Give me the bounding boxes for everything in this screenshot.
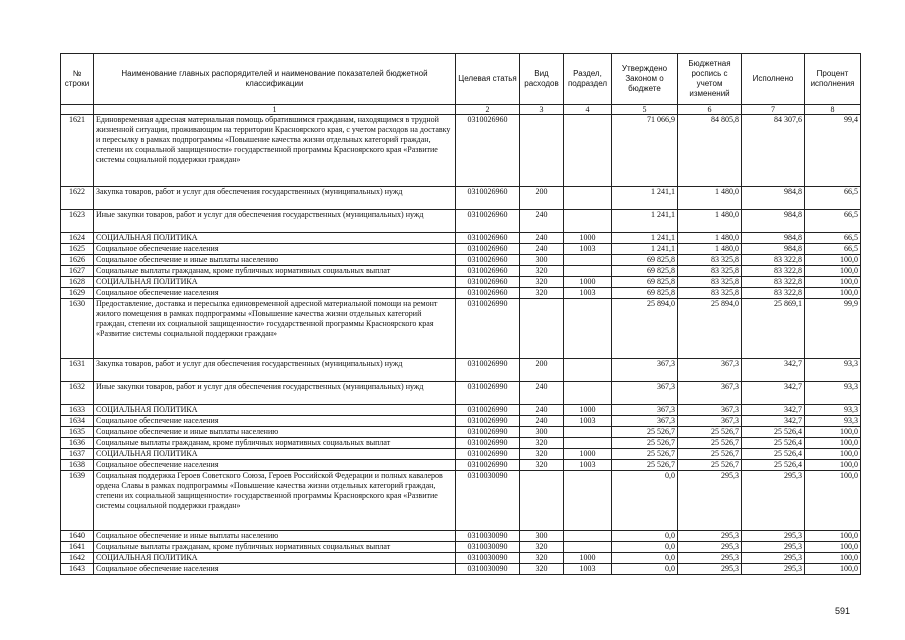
table-row [61, 266, 861, 277]
row-target-code: 0310030090 [456, 471, 520, 531]
row-approved: 69 825,8 [612, 255, 678, 266]
row-approved: 25 526,7 [612, 449, 678, 460]
table-row [61, 210, 861, 233]
row-number: 1642 [61, 553, 94, 564]
row-executed: 25 526,4 [742, 460, 805, 471]
row-budget: 25 526,7 [678, 449, 742, 460]
table-row [61, 531, 861, 542]
table-row [61, 115, 861, 187]
row-approved: 25 526,7 [612, 427, 678, 438]
row-name: Социальное обеспечение и иные выплаты населению [94, 427, 456, 438]
row-budget: 84 805,8 [678, 115, 742, 187]
table-row [61, 564, 861, 575]
row-number: 1625 [61, 244, 94, 255]
row-budget: 295,3 [678, 531, 742, 542]
row-percent: 100,0 [805, 438, 861, 449]
row-executed: 295,3 [742, 564, 805, 575]
row-executed: 342,7 [742, 382, 805, 405]
row-number: 1628 [61, 277, 94, 288]
row-budget: 367,3 [678, 359, 742, 382]
row-budget: 1 480,0 [678, 187, 742, 210]
table-row [61, 299, 861, 359]
row-executed: 295,3 [742, 553, 805, 564]
row-target-code: 0310026960 [456, 288, 520, 299]
row-approved: 69 825,8 [612, 288, 678, 299]
table-row [61, 471, 861, 531]
row-executed: 342,7 [742, 416, 805, 427]
row-name: СОЦИАЛЬНАЯ ПОЛИТИКА [94, 405, 456, 416]
column-number: 4 [564, 105, 612, 115]
row-approved: 367,3 [612, 382, 678, 405]
row-name: Предоставление, доставка и пересылка единовременной адресной материальной помощи на ремонт жилого помещения в рамках подпрограммы «Повышение качества жизни отдельных категорий граждан, степени их социальной защищенности» государственной программы Красноярского края «Развитие системы социальной поддержки граждан» [94, 299, 456, 359]
row-number: 1636 [61, 438, 94, 449]
row-executed: 295,3 [742, 531, 805, 542]
row-vid: 300 [520, 255, 564, 266]
header-row [61, 54, 861, 105]
row-name: СОЦИАЛЬНАЯ ПОЛИТИКА [94, 277, 456, 288]
row-percent: 93,3 [805, 382, 861, 405]
row-target-code: 0310026960 [456, 277, 520, 288]
row-target-code: 0310026990 [456, 416, 520, 427]
row-budget: 83 325,8 [678, 277, 742, 288]
row-razdel [564, 115, 612, 187]
row-name: Единовременная адресная материальная помощь обратившимся гражданам, находящимся в трудной жизненной ситуации, проживающим на территории Красноярского края, с учетом расходов на доставку и пересылку в рамках подпрограммы «Повышение качества жизни отдельных категорий граждан, степени их социальной защищенности» государственной программы Красноярского края «Развитие системы социальной поддержки граждан» [94, 115, 456, 187]
row-target-code: 0310026960 [456, 244, 520, 255]
table-row [61, 405, 861, 416]
row-number: 1643 [61, 564, 94, 575]
row-razdel: 1000 [564, 277, 612, 288]
row-percent: 66,5 [805, 233, 861, 244]
row-target-code: 0310026960 [456, 266, 520, 277]
row-budget: 83 325,8 [678, 288, 742, 299]
row-vid: 300 [520, 427, 564, 438]
row-name: Социальные выплаты гражданам, кроме публичных нормативных социальных выплат [94, 542, 456, 553]
row-budget: 1 480,0 [678, 210, 742, 233]
row-razdel: 1003 [564, 244, 612, 255]
header-vid: Вид расходов [520, 54, 564, 105]
row-percent: 100,0 [805, 277, 861, 288]
row-budget: 367,3 [678, 382, 742, 405]
row-approved: 71 066,9 [612, 115, 678, 187]
row-budget: 295,3 [678, 553, 742, 564]
row-budget: 295,3 [678, 471, 742, 531]
row-vid [520, 471, 564, 531]
row-approved: 1 241,1 [612, 187, 678, 210]
row-name: Социальное обеспечение населения [94, 288, 456, 299]
row-executed: 984,8 [742, 233, 805, 244]
row-target-code: 0310026960 [456, 115, 520, 187]
row-target-code: 0310026990 [456, 449, 520, 460]
row-number: 1634 [61, 416, 94, 427]
row-executed: 83 322,8 [742, 288, 805, 299]
row-budget: 25 526,7 [678, 460, 742, 471]
row-name: Социальная поддержка Героев Советского Союза, Героев Российской Федерации и полных кавалеров ордена Славы в рамках подпрограммы «Повышение качества жизни отдельных категорий граждан, степени их социальной защищенности» государственной программы Красноярского края «Развитие системы социальной поддержки граждан» [94, 471, 456, 531]
column-number-blank [61, 105, 94, 115]
row-percent: 66,5 [805, 210, 861, 233]
row-number: 1627 [61, 266, 94, 277]
row-razdel: 1003 [564, 288, 612, 299]
row-vid: 240 [520, 405, 564, 416]
column-number: 1 [94, 105, 456, 115]
row-vid: 320 [520, 564, 564, 575]
row-razdel: 1000 [564, 405, 612, 416]
row-target-code: 0310026990 [456, 405, 520, 416]
row-target-code: 0310026990 [456, 359, 520, 382]
table-row [61, 288, 861, 299]
row-name: Социальное обеспечение и иные выплаты населению [94, 255, 456, 266]
row-vid: 240 [520, 382, 564, 405]
column-number: 7 [742, 105, 805, 115]
page-number: 591 [835, 606, 851, 616]
row-approved: 367,3 [612, 416, 678, 427]
row-name: Социальное обеспечение населения [94, 244, 456, 255]
row-name: Закупка товаров, работ и услуг для обеспечения государственных (муниципальных) нужд [94, 187, 456, 210]
row-vid: 300 [520, 531, 564, 542]
row-approved: 0,0 [612, 471, 678, 531]
row-target-code: 0310026990 [456, 382, 520, 405]
row-approved: 0,0 [612, 531, 678, 542]
row-approved: 1 241,1 [612, 233, 678, 244]
row-vid: 320 [520, 277, 564, 288]
table-row [61, 438, 861, 449]
row-percent: 100,0 [805, 553, 861, 564]
row-name: Социальное обеспечение населения [94, 460, 456, 471]
row-percent: 100,0 [805, 542, 861, 553]
table-row [61, 542, 861, 553]
row-target-code: 0310030090 [456, 564, 520, 575]
row-vid: 320 [520, 288, 564, 299]
row-name: Социальное обеспечение населения [94, 416, 456, 427]
table-row [61, 460, 861, 471]
table-row [61, 553, 861, 564]
row-target-code: 0310030090 [456, 542, 520, 553]
row-approved: 0,0 [612, 542, 678, 553]
row-target-code: 0310026990 [456, 438, 520, 449]
row-percent: 93,3 [805, 416, 861, 427]
row-number: 1631 [61, 359, 94, 382]
row-razdel [564, 299, 612, 359]
row-razdel [564, 542, 612, 553]
row-vid: 240 [520, 244, 564, 255]
row-target-code: 0310026960 [456, 187, 520, 210]
row-name: СОЦИАЛЬНАЯ ПОЛИТИКА [94, 553, 456, 564]
row-percent: 66,5 [805, 244, 861, 255]
header-percent: Процент исполнения [805, 54, 861, 105]
row-target-code: 0310026990 [456, 427, 520, 438]
row-executed: 342,7 [742, 359, 805, 382]
row-number: 1626 [61, 255, 94, 266]
row-name: Закупка товаров, работ и услуг для обеспечения государственных (муниципальных) нужд [94, 359, 456, 382]
header-budget: Бюджетная роспись с учетом изменений [678, 54, 742, 105]
row-budget: 25 526,7 [678, 438, 742, 449]
row-name: Социальные выплаты гражданам, кроме публичных нормативных социальных выплат [94, 438, 456, 449]
row-percent: 100,0 [805, 531, 861, 542]
row-approved: 367,3 [612, 405, 678, 416]
row-name: Социальное обеспечение и иные выплаты населению [94, 531, 456, 542]
table-row [61, 427, 861, 438]
row-name: Иные закупки товаров, работ и услуг для обеспечения государственных (муниципальных) нужд [94, 210, 456, 233]
table-row [61, 255, 861, 266]
row-target-code: 0310026960 [456, 255, 520, 266]
row-razdel [564, 382, 612, 405]
row-vid: 240 [520, 416, 564, 427]
row-approved: 1 241,1 [612, 244, 678, 255]
row-executed: 84 307,6 [742, 115, 805, 187]
row-target-code: 0310026960 [456, 233, 520, 244]
row-razdel [564, 427, 612, 438]
row-budget: 83 325,8 [678, 255, 742, 266]
table-row [61, 187, 861, 210]
row-percent: 100,0 [805, 471, 861, 531]
row-executed: 984,8 [742, 187, 805, 210]
row-vid: 200 [520, 359, 564, 382]
row-vid [520, 115, 564, 187]
row-target-code: 0310026990 [456, 299, 520, 359]
column-number: 2 [456, 105, 520, 115]
row-number: 1623 [61, 210, 94, 233]
table-row [61, 449, 861, 460]
header-approved: Утверждено Законом о бюджете [612, 54, 678, 105]
row-executed: 342,7 [742, 405, 805, 416]
row-executed: 83 322,8 [742, 266, 805, 277]
row-number: 1638 [61, 460, 94, 471]
row-percent: 100,0 [805, 460, 861, 471]
row-razdel [564, 471, 612, 531]
row-percent: 93,3 [805, 359, 861, 382]
table-row [61, 359, 861, 382]
table-row [61, 244, 861, 255]
row-razdel: 1003 [564, 564, 612, 575]
row-executed: 25 869,1 [742, 299, 805, 359]
row-executed: 25 526,4 [742, 427, 805, 438]
row-vid: 240 [520, 233, 564, 244]
row-target-code: 0310026990 [456, 460, 520, 471]
row-number: 1622 [61, 187, 94, 210]
row-budget: 83 325,8 [678, 266, 742, 277]
row-razdel: 1000 [564, 449, 612, 460]
row-razdel: 1000 [564, 233, 612, 244]
row-executed: 83 322,8 [742, 255, 805, 266]
row-vid: 200 [520, 187, 564, 210]
column-number-row [61, 105, 861, 115]
table-row [61, 233, 861, 244]
row-number: 1632 [61, 382, 94, 405]
row-target-code: 0310026960 [456, 210, 520, 233]
row-percent: 100,0 [805, 288, 861, 299]
row-number: 1635 [61, 427, 94, 438]
row-number: 1624 [61, 233, 94, 244]
row-number: 1621 [61, 115, 94, 187]
row-budget: 367,3 [678, 405, 742, 416]
row-number: 1640 [61, 531, 94, 542]
row-approved: 367,3 [612, 359, 678, 382]
row-approved: 69 825,8 [612, 277, 678, 288]
header-target: Целевая статья [456, 54, 520, 105]
row-percent: 93,3 [805, 405, 861, 416]
row-number: 1629 [61, 288, 94, 299]
row-razdel [564, 266, 612, 277]
row-target-code: 0310030090 [456, 553, 520, 564]
row-vid: 320 [520, 449, 564, 460]
table-row [61, 382, 861, 405]
column-number: 5 [612, 105, 678, 115]
row-vid: 320 [520, 553, 564, 564]
row-percent: 100,0 [805, 266, 861, 277]
row-name: Социальное обеспечение населения [94, 564, 456, 575]
row-name: СОЦИАЛЬНАЯ ПОЛИТИКА [94, 449, 456, 460]
row-approved: 25 894,0 [612, 299, 678, 359]
table-row [61, 416, 861, 427]
row-percent: 100,0 [805, 449, 861, 460]
column-number: 8 [805, 105, 861, 115]
row-number: 1637 [61, 449, 94, 460]
row-budget: 295,3 [678, 542, 742, 553]
header-razdel: Раздел, подраздел [564, 54, 612, 105]
row-number: 1641 [61, 542, 94, 553]
row-budget: 25 526,7 [678, 427, 742, 438]
column-number: 6 [678, 105, 742, 115]
table-row [61, 277, 861, 288]
row-budget: 367,3 [678, 416, 742, 427]
row-razdel [564, 187, 612, 210]
row-percent: 99,4 [805, 115, 861, 187]
row-budget: 25 894,0 [678, 299, 742, 359]
row-vid [520, 299, 564, 359]
row-target-code: 0310030090 [456, 531, 520, 542]
row-executed: 295,3 [742, 542, 805, 553]
row-budget: 1 480,0 [678, 233, 742, 244]
row-approved: 0,0 [612, 564, 678, 575]
row-approved: 0,0 [612, 553, 678, 564]
row-name: Социальные выплаты гражданам, кроме публичных нормативных социальных выплат [94, 266, 456, 277]
row-executed: 984,8 [742, 210, 805, 233]
row-executed: 83 322,8 [742, 277, 805, 288]
row-razdel [564, 531, 612, 542]
row-executed: 25 526,4 [742, 449, 805, 460]
row-name: СОЦИАЛЬНАЯ ПОЛИТИКА [94, 233, 456, 244]
row-approved: 25 526,7 [612, 460, 678, 471]
row-vid: 240 [520, 210, 564, 233]
row-razdel [564, 359, 612, 382]
row-percent: 100,0 [805, 427, 861, 438]
row-executed: 295,3 [742, 471, 805, 531]
row-razdel: 1000 [564, 553, 612, 564]
row-vid: 320 [520, 438, 564, 449]
row-razdel [564, 438, 612, 449]
row-approved: 69 825,8 [612, 266, 678, 277]
header-name: Наименование главных распорядителей и наименование показателей бюджетной классификации [94, 54, 456, 105]
row-number: 1639 [61, 471, 94, 531]
row-percent: 100,0 [805, 255, 861, 266]
budget-table [60, 53, 861, 575]
column-number: 3 [520, 105, 564, 115]
row-percent: 99,9 [805, 299, 861, 359]
row-number: 1633 [61, 405, 94, 416]
header-executed: Исполнено [742, 54, 805, 105]
row-budget: 295,3 [678, 564, 742, 575]
row-approved: 1 241,1 [612, 210, 678, 233]
row-budget: 1 480,0 [678, 244, 742, 255]
row-name: Иные закупки товаров, работ и услуг для обеспечения государственных (муниципальных) нужд [94, 382, 456, 405]
row-percent: 66,5 [805, 187, 861, 210]
row-razdel: 1003 [564, 460, 612, 471]
row-approved: 25 526,7 [612, 438, 678, 449]
row-razdel [564, 210, 612, 233]
row-number: 1630 [61, 299, 94, 359]
row-executed: 984,8 [742, 244, 805, 255]
row-razdel [564, 255, 612, 266]
row-vid: 320 [520, 460, 564, 471]
header-row-no: № строки [61, 54, 94, 105]
row-vid: 320 [520, 542, 564, 553]
row-executed: 25 526,4 [742, 438, 805, 449]
row-percent: 100,0 [805, 564, 861, 575]
row-vid: 320 [520, 266, 564, 277]
row-razdel: 1003 [564, 416, 612, 427]
